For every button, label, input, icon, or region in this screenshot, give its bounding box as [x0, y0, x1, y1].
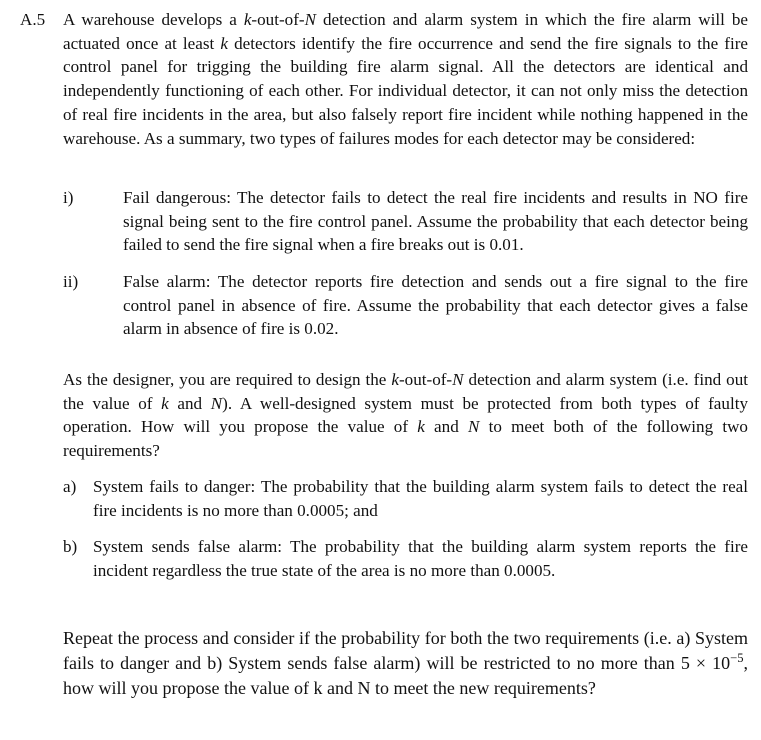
- question-number: A.5: [20, 10, 46, 29]
- math-k: k: [417, 417, 425, 437]
- math-n: N: [452, 370, 464, 389]
- repeat-paragraph: [63, 626, 748, 702]
- math-k: k: [161, 393, 169, 413]
- text-run: and: [424, 417, 468, 437]
- failure-mode-label: i): [63, 188, 74, 207]
- text-run: and: [168, 393, 211, 413]
- math-n: N: [467, 417, 480, 437]
- math-var: N: [304, 10, 316, 29]
- failure-mode-label: ii): [63, 272, 79, 291]
- text-run: ). A well-designed system must be protected from both types of faulty operation. How will you propose the value of: [63, 393, 748, 437]
- text-run: As the designer, you are required to design the: [63, 370, 392, 389]
- requirement-text: System fails to danger: The probability that the building alarm system fails to detect the real fire incidents is no more than 0.0005; and: [93, 477, 748, 520]
- math-var: k: [220, 33, 228, 53]
- text-run: Repeat the process and consider if the probability for both the two requirements (i.e. a) System fails to danger and b) System sends false alarm) will be restricted to no more than 5 × 10: [63, 628, 748, 674]
- requirement-text: System sends false alarm: The probability that the building alarm system reports the fire incident regardless the true state of the area is no more than 0.0005.: [93, 537, 748, 580]
- designer-paragraph: [63, 368, 748, 463]
- text-run: , how will you propose the value of k and N to meet the new requirements?: [63, 653, 748, 699]
- math-k: k: [391, 370, 399, 389]
- math-n: N: [210, 393, 223, 413]
- failure-mode-text: Fail dangerous: The detector fails to detect the real fire incidents and results in NO fire signal being sent to the fire control panel. Assume the probability that each detector being failed to send the fire signal when a fire breaks out is 0.01.: [123, 188, 748, 255]
- math-var: k: [243, 10, 252, 29]
- requirement-label: b): [63, 537, 78, 556]
- failure-mode-text: False alarm: The detector reports fire detection and sends out a fire signal to the fire control panel in absence of fire. Assume the probability that each detector gives a false alarm in absence of fire is 0.02.: [123, 272, 748, 339]
- intro-paragraph: A warehouse develops a k-out-of-N detection and alarm system in which the fire alarm will be actuated once at least k detectors identify the fire occurrence and send the fire signals to the fire control panel for trigging the building fire alarm signal. All the detectors are identical and independently functioning of each other. For individual detector, it can not only miss the detection of real fire incidents in the area, but also falsely report fire incident while nothing happened in the warehouse. As a summary, two types of failures modes for each detector may be considered:: [63, 10, 748, 148]
- text-run: -out-of-: [398, 370, 453, 389]
- exponent: −5: [730, 651, 744, 666]
- requirement-label: a): [63, 477, 77, 496]
- text-run: detection and alarm system (i.e. find out the value of: [63, 370, 749, 413]
- text-run: to meet both of the following two requirements?: [63, 417, 748, 461]
